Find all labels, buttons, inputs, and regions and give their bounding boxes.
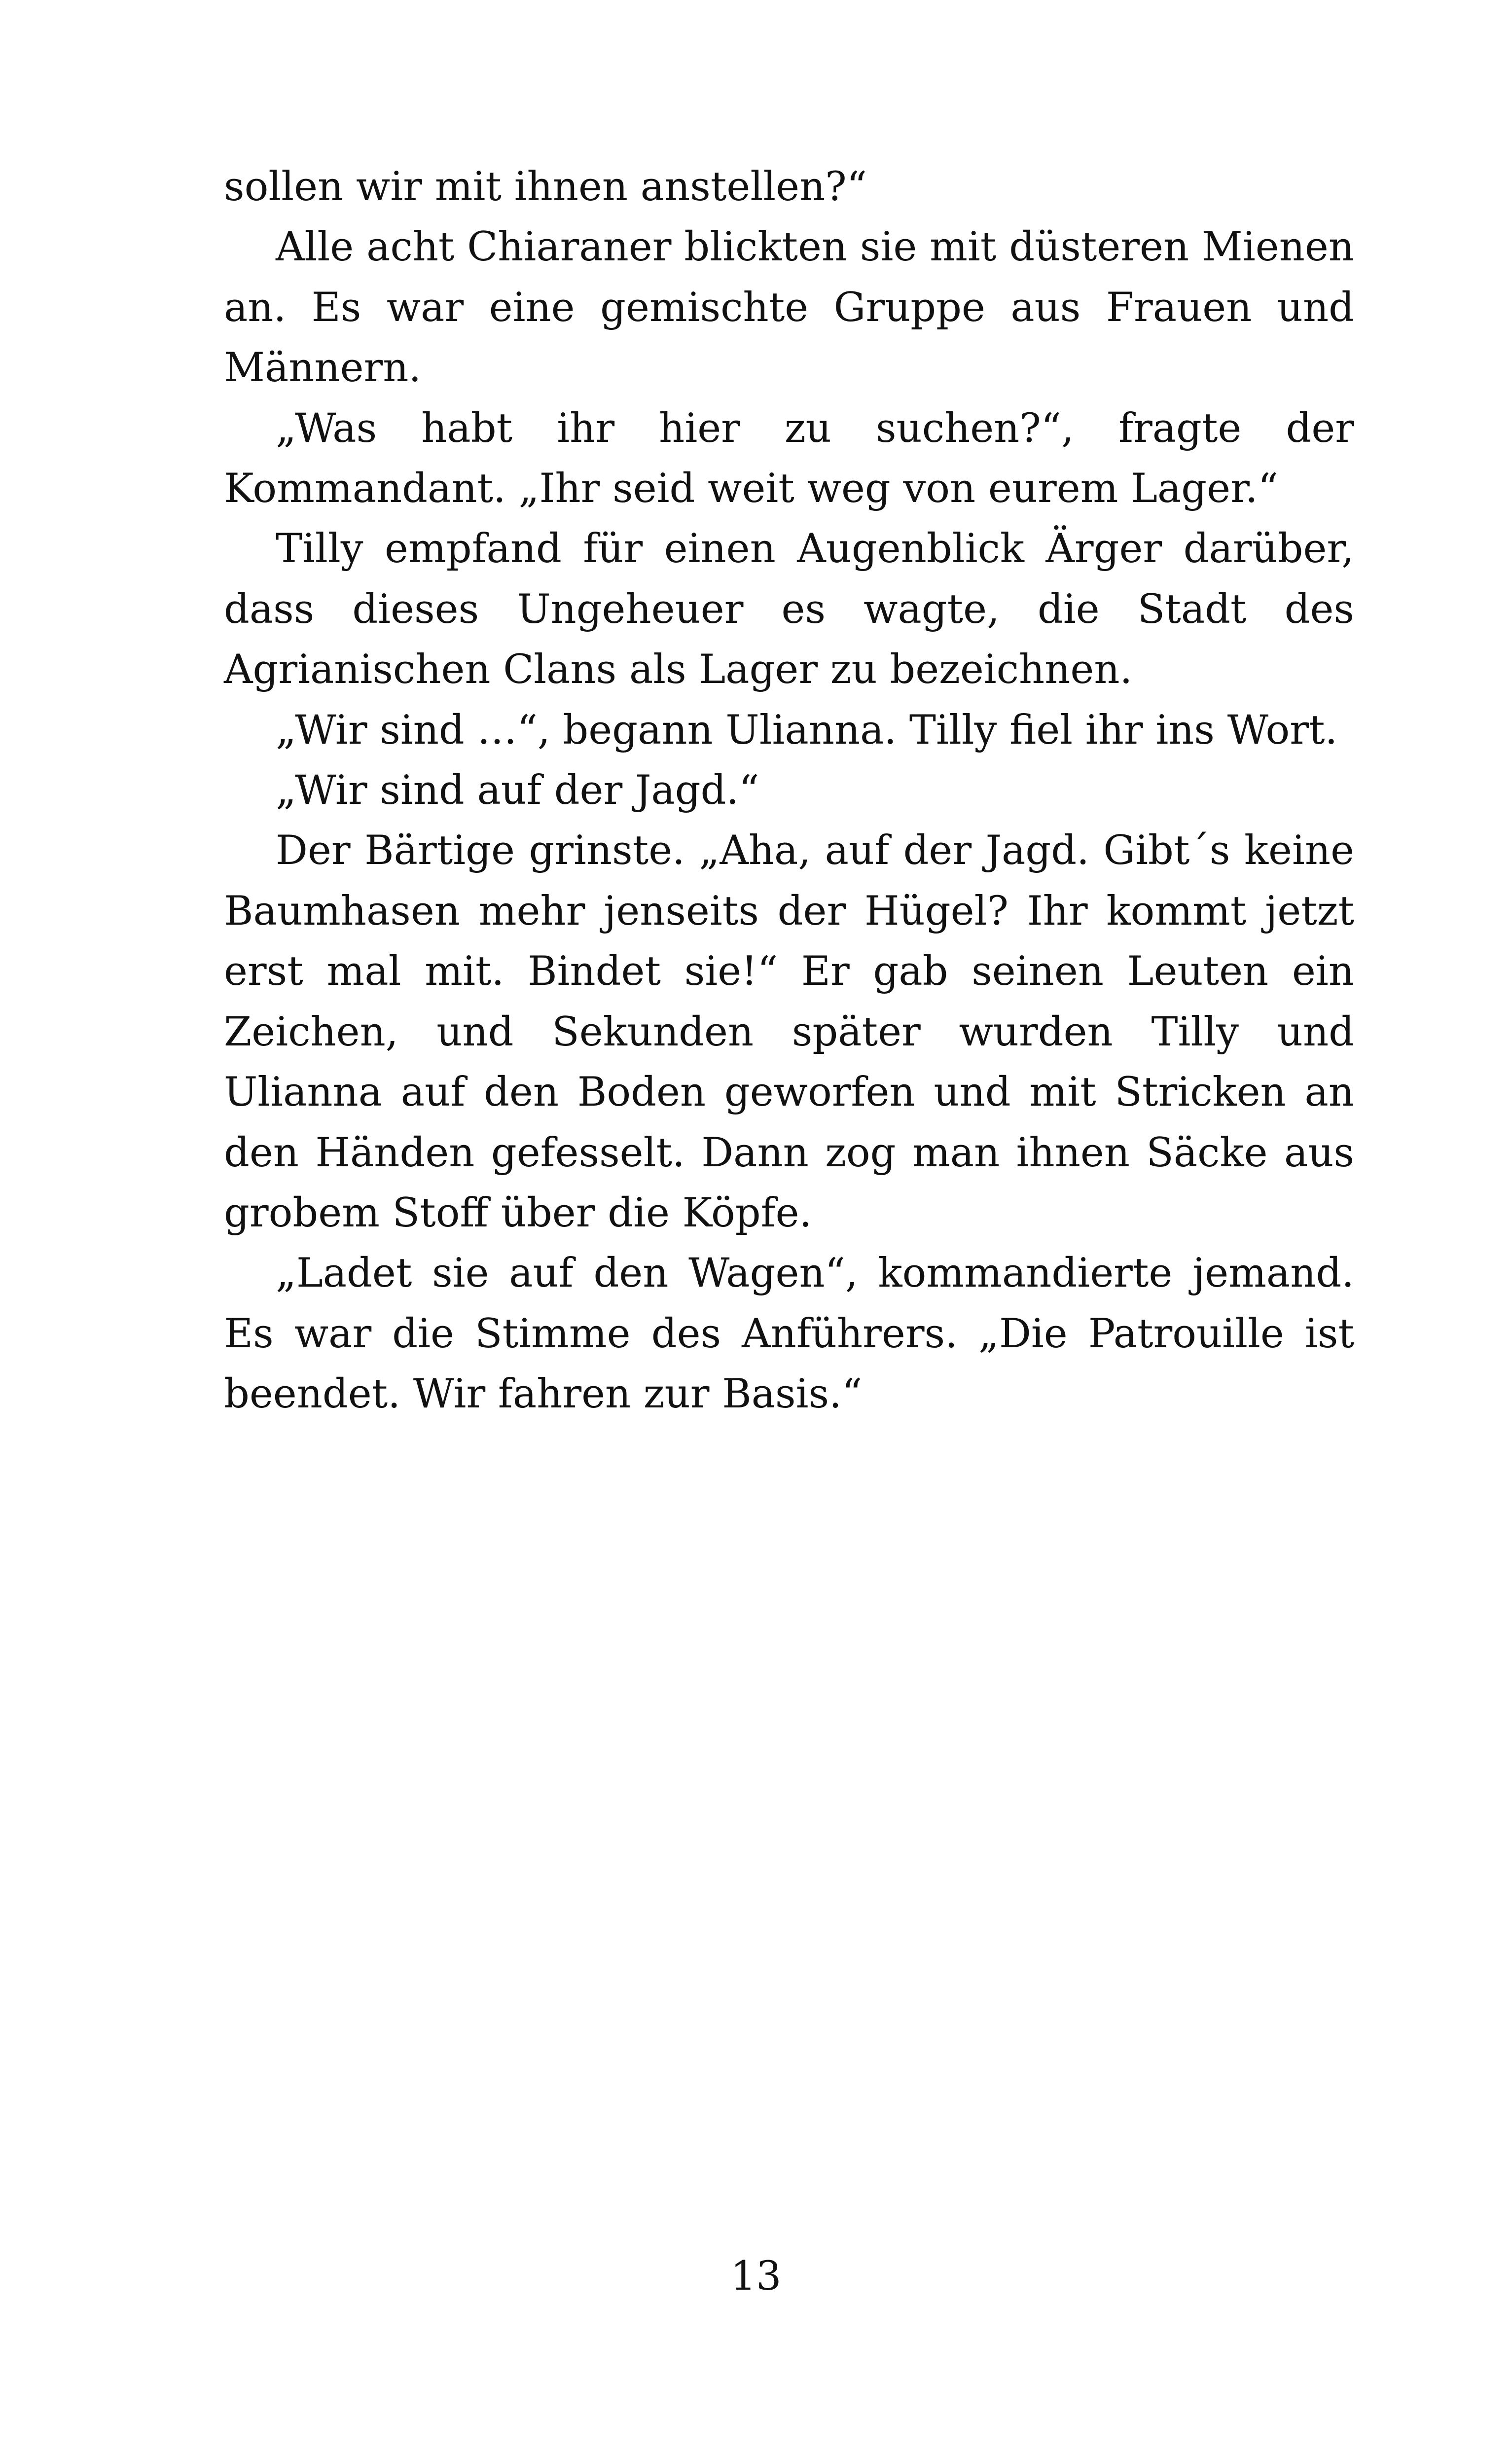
paragraph: Der Bärtige grinste. „Aha, auf der Jagd. Gibt´s keine Baumhasen mehr jenseits der Hügel? Ihr kommt jetzt erst mal mit. Bindet sie!“ Er gab seinen Leuten ein Zeichen, und Sekunden später wurden Tilly und Ulianna auf den Boden geworfen und mit Stricken an den Händen gefesselt. Dann zog man ihnen Säcke aus grobem Stoff über die Köpfe. <box>224 827 1354 1236</box>
paragraph: „Ladet sie auf den Wagen“, kommandierte jemand. Es war die Stimme des Anführers. „Die Patrouille ist beendet. Wir fahren zur Basis.“ <box>224 1250 1354 1418</box>
paragraph: Tilly empfand für einen Augenblick Ärger darüber, dass dieses Ungeheuer es wagte, die Stadt des Agrianischen Clans als Lager zu bezeichnen. <box>224 526 1354 693</box>
paragraph: „Wir sind …“, begann Ulianna. Tilly fiel ihr ins Wort. <box>276 707 1338 754</box>
body-text <box>224 157 1354 1425</box>
paragraph: Alle acht Chiaraner blickten sie mit düsteren Mienen an. Es war eine gemischte Gruppe aus Frauen und Männern. <box>224 224 1354 392</box>
paragraph-continuation: sollen wir mit ihnen anstellen?“ <box>224 164 867 210</box>
paragraph: „Wir sind auf der Jagd.“ <box>276 767 759 814</box>
page-number: 13 <box>730 2253 782 2300</box>
paragraph: „Was habt ihr hier zu suchen?“, fragte der Kommandant. „Ihr seid weit weg von eurem Lager.“ <box>224 405 1354 512</box>
